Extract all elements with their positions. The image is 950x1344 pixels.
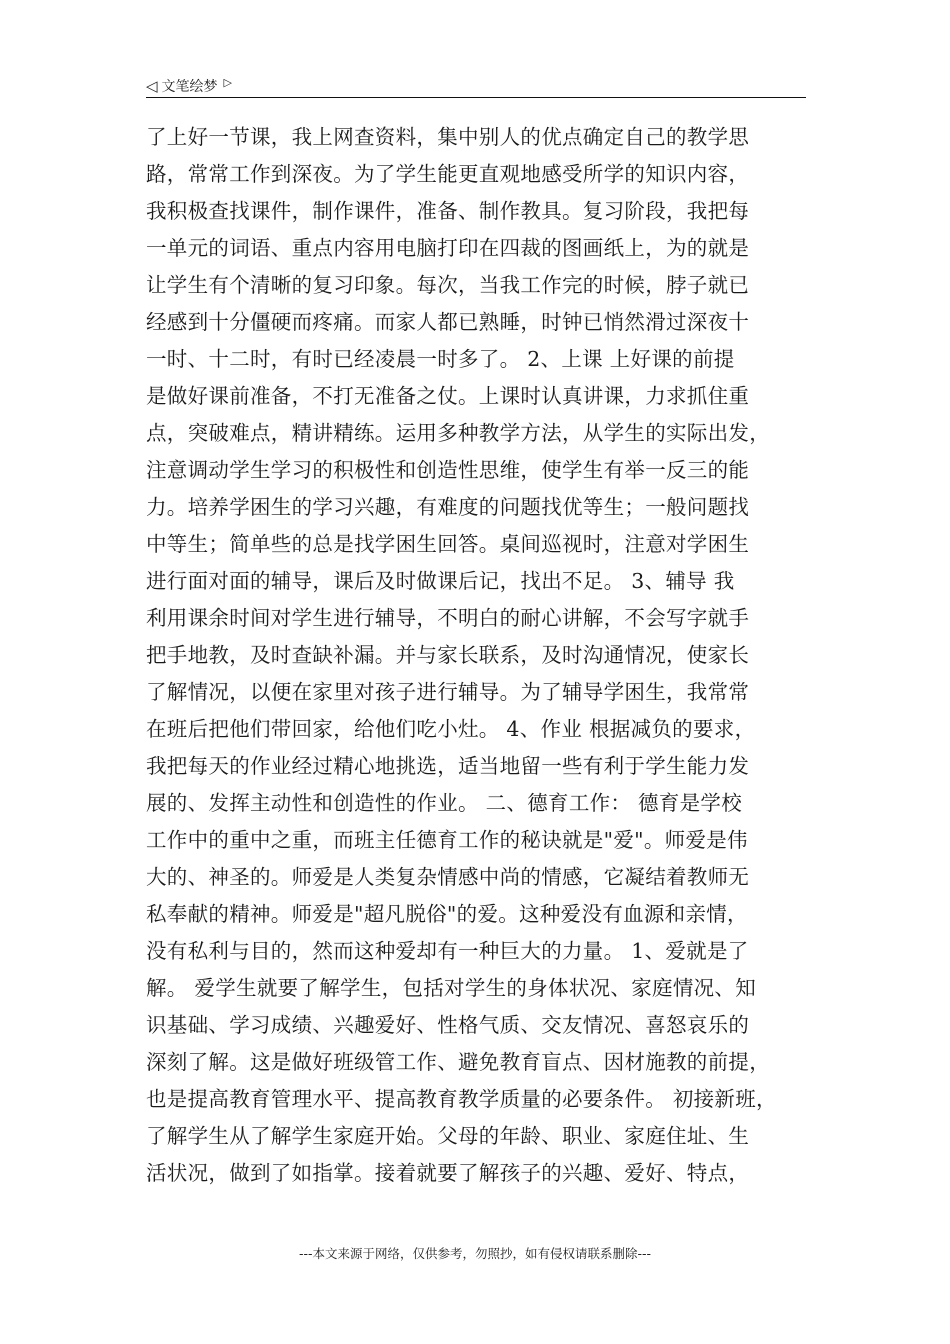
text-line: 也是提高教育管理水平、提高教育教学质量的必要条件。 初接新班， — [146, 1087, 777, 1111]
text-line: 让学生有个清晰的复习印象。每次，当我工作完的时候，脖子就已 — [146, 273, 750, 297]
text-line: 力。培养学困生的学习兴趣，有难度的问题找优等生；一般问题找 — [146, 495, 750, 519]
page-header — [146, 74, 806, 98]
text-line: 注意调动学生学习的积极性和创造性思维，使学生有举一反三的能 — [146, 458, 750, 482]
text-line: 大的、神圣的。师爱是人类复杂情感中尚的情感，它凝结着教师无 — [146, 865, 750, 889]
text-line: 了解学生从了解学生家庭开始。父母的年龄、职业、家庭住址、生 — [146, 1124, 750, 1148]
text-line: 工作中的重中之重，而班主任德育工作的秘诀就是"爱"。师爱是伟 — [146, 828, 748, 852]
document-body — [146, 119, 818, 1192]
text-line: 没有私利与目的，然而这种爱却有一种巨大的力量。 1、爱就是了 — [146, 939, 749, 963]
text-line: 中等生；简单些的总是找学困生回答。桌间巡视时，注意对学困生 — [146, 532, 750, 556]
text-line: 展的、发挥主动性和创造性的作业。 二、德育工作： 德育是学校 — [146, 791, 743, 815]
text-line: 活状况，做到了如指掌。接着就要了解孩子的兴趣、爱好、特点， — [146, 1161, 750, 1185]
text-line: 把手地教，及时查缺补漏。并与家长联系，及时沟通情况，使家长 — [146, 643, 750, 667]
text-line: 了上好一节课，我上网查资料，集中别人的优点确定自己的教学思 — [146, 125, 750, 149]
text-line: 深刻了解。这是做好班级管工作、避免教育盲点、因材施教的前提， — [146, 1050, 770, 1074]
text-line: 了解情况，以便在家里对孩子进行辅导。为了辅导学困生，我常常 — [146, 680, 750, 704]
text-line: 我积极查找课件，制作课件，准备、制作教具。复习阶段，我把每 — [146, 199, 750, 223]
text-line: 进行面对面的辅导，课后及时做课后记，找出不足。 3、辅导 我 — [146, 569, 735, 593]
left-triangle-icon: ◁ — [146, 76, 158, 95]
text-line: 路，常常工作到深夜。为了学生能更直观地感受所学的知识内容， — [146, 162, 750, 186]
text-line: 识基础、学习成绩、兴趣爱好、性格气质、交友情况、喜怒哀乐的 — [146, 1013, 750, 1037]
text-line: 一单元的词语、重点内容用电脑打印在四裁的图画纸上，为的就是 — [146, 236, 750, 260]
header-divider — [146, 97, 806, 98]
text-line: 点，突破难点，精讲精练。运用多种教学方法，从学生的实际出发， — [146, 421, 770, 445]
header-title: 文笔绘梦 — [161, 79, 218, 95]
text-line: 解。 爱学生就要了解学生，包括对学生的身体状况、家庭情况、知 — [146, 976, 757, 1000]
text-line: 我把每天的作业经过精心地挑选，适当地留一些有利于学生能力发 — [146, 754, 750, 778]
text-line: 利用课余时间对学生进行辅导，不明白的耐心讲解，不会写字就手 — [146, 606, 750, 630]
right-triangle-icon: ▷ — [223, 75, 233, 89]
text-line: 一时、十二时，有时已经凌晨一时多了。 2、上课 上好课的前提 — [146, 347, 735, 371]
text-line: 在班后把他们带回家，给他们吃小灶。 4、作业 根据减负的要求， — [146, 717, 756, 741]
page-footer: ---本文来源于网络，仅供参考，勿照抄，如有侵权请联系删除--- — [298, 1246, 652, 1261]
text-line: 私奉献的精神。师爱是"超凡脱俗"的爱。这种爱没有血源和亲情， — [146, 902, 748, 926]
text-line: 经感到十分僵硬而疼痛。而家人都已熟睡，时钟已悄然滑过深夜十 — [146, 310, 750, 334]
text-line: 是做好课前准备，不打无准备之仗。上课时认真讲课，力求抓住重 — [146, 384, 750, 408]
